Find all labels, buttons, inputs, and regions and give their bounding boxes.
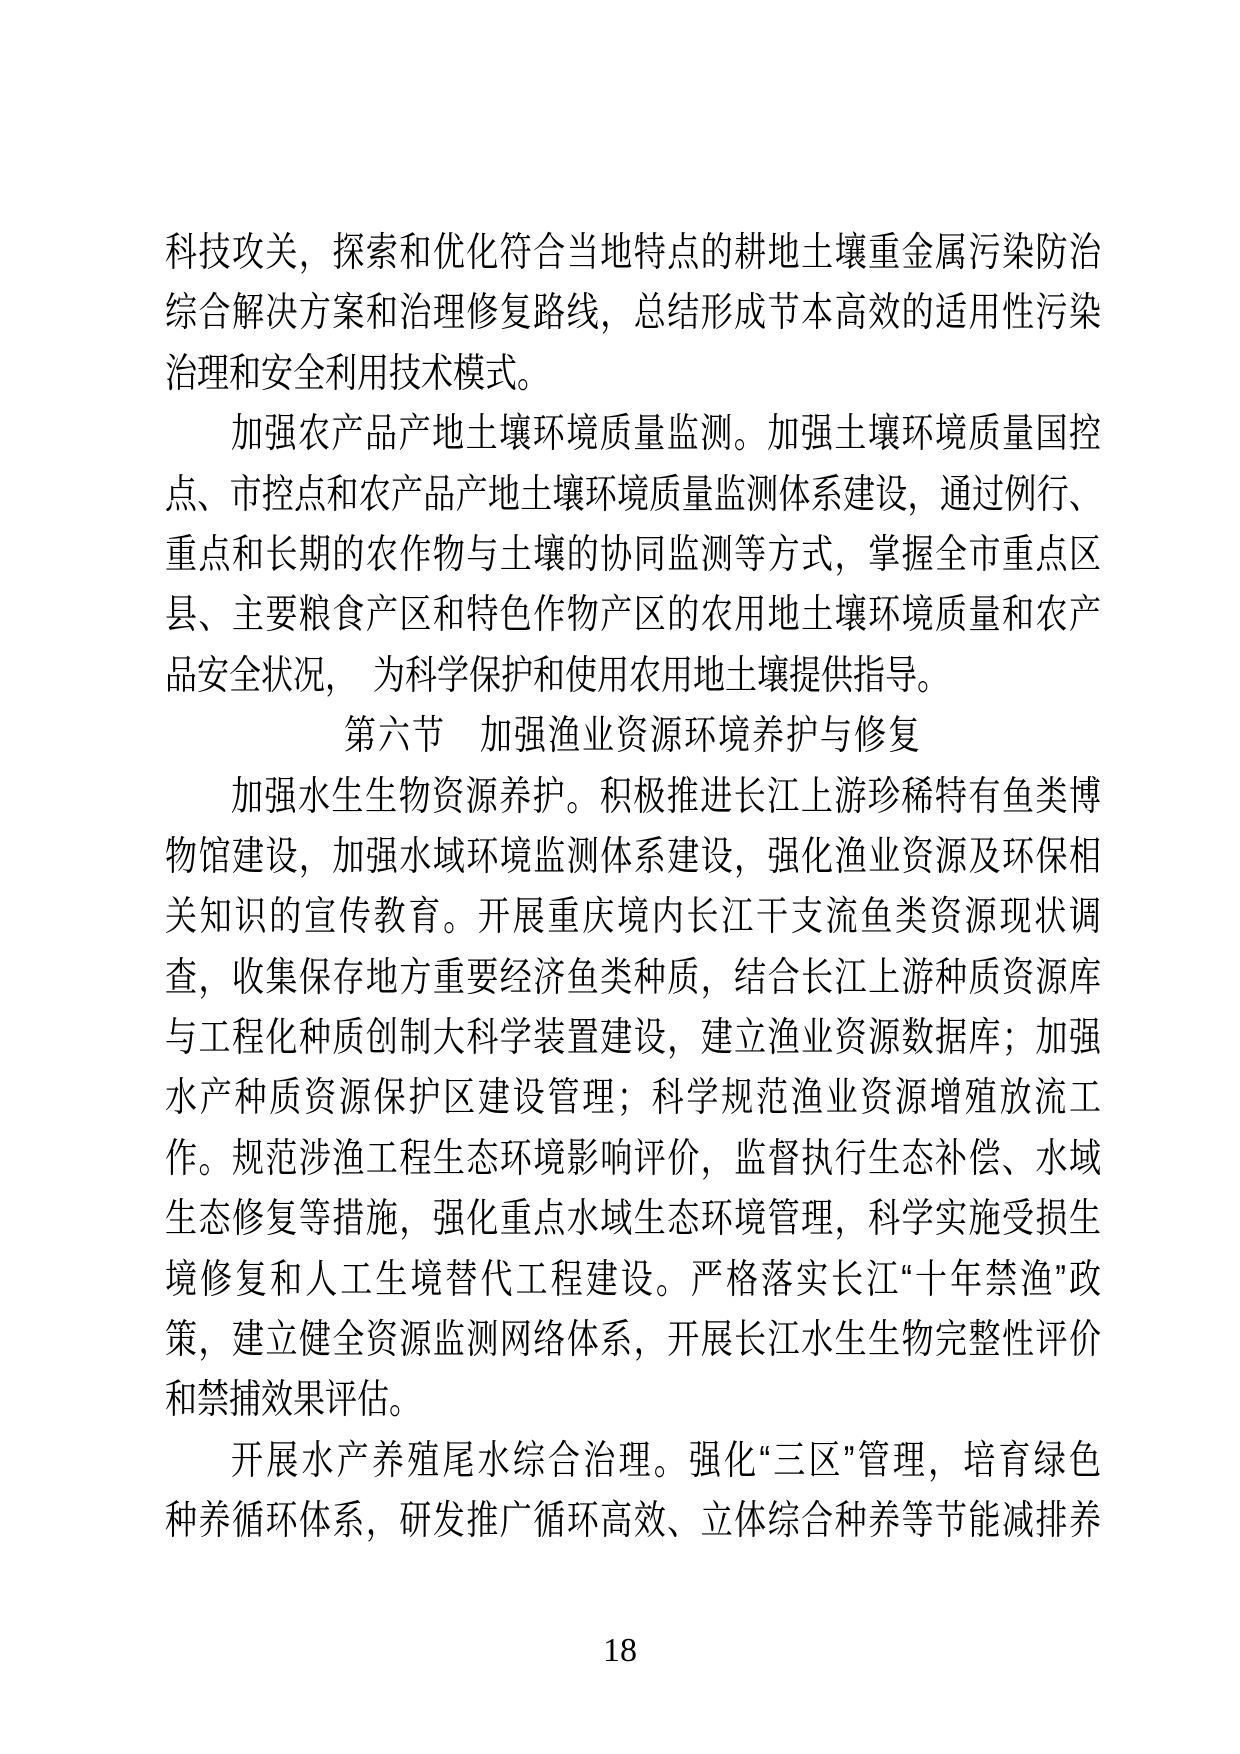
paragraph-4-line-2: 种养循环体系，研发推广循环高效、立体综合种养等节能减排养 [165,1497,1101,1543]
paragraph-1-line-2: 综合解决方案和治理修复路线，总结形成节本高效的适用性污染 [165,289,1101,335]
paragraph-3-line-4: 查，收集保存地方重要经济鱼类种质，结合长江上游种质资源库 [165,954,1101,1000]
paragraph-2-line-5: 品安全状况， 为科学保护和使用农用地土壤提供指导。 [165,652,950,698]
paragraph-3-line-8: 生态修复等措施，强化重点水域生态环境管理，科学实施受损生 [165,1195,1101,1241]
paragraph-3-line-5: 与工程化种质创制大科学装置建设，建立渔业资源数据库；加强 [165,1014,1101,1060]
paragraph-3-line-2: 物馆建设，加强水域环境监测体系建设，强化渔业资源及环保相 [165,833,1101,879]
paragraph-3-line-3: 关知识的宣传教育。开展重庆境内长江干支流鱼类资源现状调 [165,893,1101,939]
paragraph-2-line-1: 加强农产品产地土壤环境质量监测。加强土壤环境质量国控 [231,410,1101,456]
paragraph-3-line-6: 水产种质资源保护区建设管理；科学规范渔业资源增殖放流工 [165,1074,1101,1120]
section-heading: 第六节 加强渔业资源环境养护与修复 [343,712,922,758]
paragraph-3-line-7: 作。规范涉渔工程生态环境影响评价，监督执行生态补偿、水域 [165,1135,1101,1181]
paragraph-3-line-11: 和禁捕效果评估。 [165,1376,422,1422]
paragraph-3-line-10: 策，建立健全资源监测网络体系，开展长江水生生物完整性评价 [165,1316,1101,1362]
paragraph-3-line-9: 境修复和人工生境替代工程建设。严格落实长江“十年禁渔”政 [165,1256,1101,1302]
paragraph-4-line-1: 开展水产养殖尾水综合治理。强化“三区”管理，培育绿色 [231,1437,1101,1483]
page-number: 18 [603,1632,637,1669]
paragraph-2-line-2: 点、市控点和农产品产地土壤环境质量监测体系建设，通过例行、 [165,471,1101,517]
paragraph-1-line-1: 科技攻关，探索和优化符合当地特点的耕地土壤重金属污染防治 [165,229,1101,275]
document-body [165,222,1101,1551]
paragraph-2-line-4: 县、主要粮食产区和特色作物产区的农用地土壤环境质量和农产 [165,591,1101,637]
paragraph-3-line-1: 加强水生生物资源养护。积极推进长江上游珍稀特有鱼类博 [231,772,1101,818]
paragraph-1-line-3: 治理和安全利用技术模式。 [165,350,550,396]
paragraph-2-line-3: 重点和长期的农作物与土壤的协同监测等方式，掌握全市重点区 [165,531,1101,577]
